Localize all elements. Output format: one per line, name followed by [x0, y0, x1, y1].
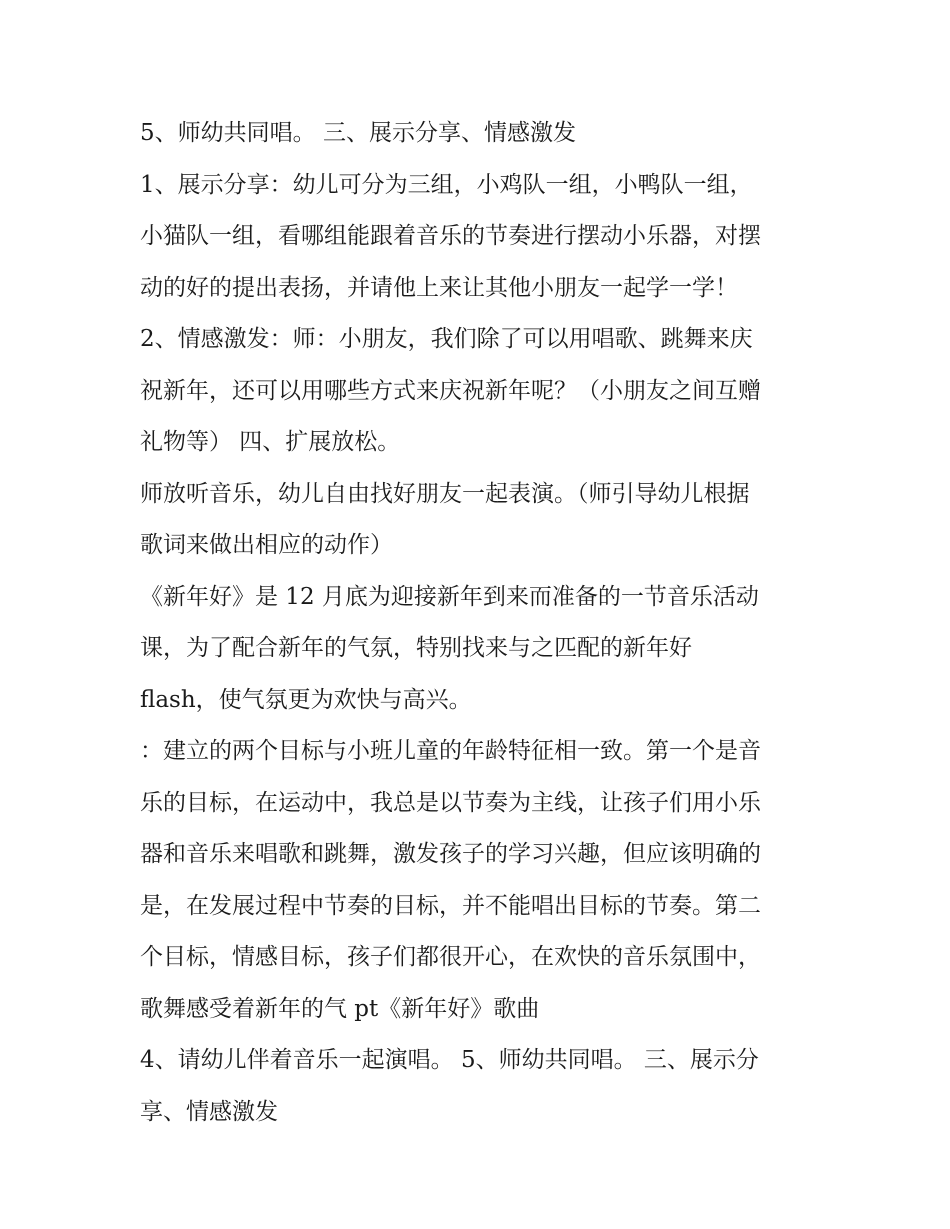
text-line: 师放听音乐，幼儿自由找好朋友一起表演。（师引导幼儿根据 — [140, 480, 750, 507]
text-line: 《新年好》是 12 月底为迎接新年到来而准备的一节音乐活动 — [140, 583, 759, 610]
text-line: 歌舞感受着新年的气 pt《新年好》歌曲 — [140, 995, 540, 1022]
text-line: 1、展示分享：幼儿可分为三组，小鸡队一组，小鸭队一组， — [140, 171, 753, 198]
text-line: 歌词来做出相应的动作） — [140, 532, 393, 558]
text-line: 5、师幼共同唱。 三、展示分享、情感激发 — [140, 120, 576, 146]
document-body — [140, 108, 820, 1138]
text-line: 器和音乐来唱歌和跳舞，激发孩子的学习兴趣，但应该明确的 — [140, 841, 761, 867]
text-line: 2、情感激发：师：小朋友，我们除了可以用唱歌、跳舞来庆 — [140, 326, 753, 352]
text-line: 课，为了配合新年的气氛，特别找来与之匹配的新年好 — [140, 635, 692, 661]
text-line: 享、情感激发 — [140, 1098, 278, 1125]
text-line: 祝新年，还可以用哪些方式来庆祝新年呢？（小朋友之间互赠 — [140, 377, 761, 404]
text-line: 是，在发展过程中节奏的目标，并不能唱出目标的节奏。第二 — [140, 892, 761, 919]
text-line: 小猫队一组，看哪组能跟着音乐的节奏进行摆动小乐器，对摆 — [140, 223, 761, 249]
text-line: flash，使气氛更为欢快与高兴。 — [140, 686, 472, 713]
text-line: 礼物等） 四、扩展放松。 — [140, 429, 401, 455]
text-line: 4、请幼儿伴着音乐一起演唱。 5、师幼共同唱。 三、展示分 — [140, 1047, 759, 1073]
text-line: ：建立的两个目标与小班儿童的年龄特征相一致。第一个是音 — [140, 738, 761, 764]
text-line: 个目标，情感目标，孩子们都很开心，在欢快的音乐氛围中， — [140, 944, 761, 970]
text-line: 动的好的提出表扬，并请他上来让其他小朋友一起学一学！ — [140, 274, 738, 301]
text-line: 乐的目标，在运动中，我总是以节奏为主线，让孩子们用小乐 — [140, 789, 761, 816]
